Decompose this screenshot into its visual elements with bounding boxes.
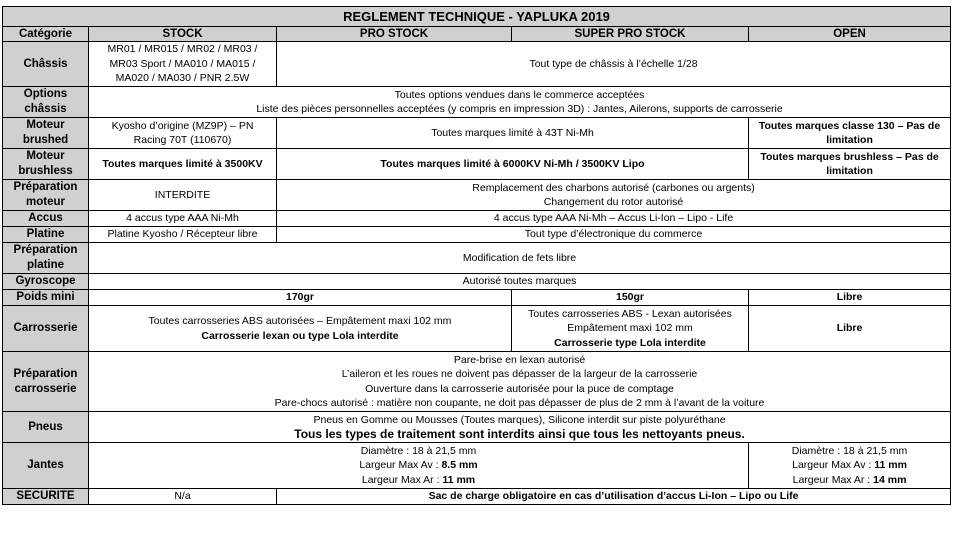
- table-row: [3, 42, 951, 87]
- row-label-moteur-brushless: Moteur brushless: [3, 149, 89, 180]
- row-label-preparation-platine: Préparation platine: [3, 243, 89, 274]
- regulation-sheet: [2, 6, 950, 505]
- preparation-carrosserie-cell: Pare-brise en lexan autorisé L’aileron et les roues ne doivent pas dépasser de la largeur de la carrosserie Ouverture dans la carrosserie autorisée pour la puce de comptage Pare-chocs autorisé : matière non coupante, ne doit pas dépasser de plus de 2 mm à l’avant de la voiture: [89, 352, 951, 412]
- platine-stock-cell: Platine Kyosho / Récepteur libre: [89, 227, 277, 243]
- table-row: [3, 243, 951, 274]
- regulation-table: [2, 6, 951, 505]
- carrosserie-stock-pro-cell: Toutes carrosseries ABS autorisées – Empâtement maxi 102 mm Carrosserie lexan ou type Lola interdite: [89, 306, 512, 352]
- preparation-platine-cell: Modification de fets libre: [89, 243, 951, 274]
- table-row: [3, 211, 951, 227]
- moteur-brushed-pro-super-cell: Toutes marques limité à 43T Ni-Mh: [277, 118, 749, 149]
- chassis-stock-line: MA020 / MA030 / PNR 2.5W: [115, 72, 250, 85]
- row-label-preparation-carrosserie: Préparation carrosserie: [3, 352, 89, 412]
- table-row: [3, 290, 951, 306]
- carrosserie-open-cell: Libre: [749, 306, 951, 352]
- platine-other-cell: Tout type d’électronique du commerce: [277, 227, 951, 243]
- table-row: [3, 118, 951, 149]
- moteur-brushless-stock-cell: Toutes marques limité à 3500KV: [89, 149, 277, 180]
- poids-open-cell: Libre: [749, 290, 951, 306]
- table-row: [3, 180, 951, 211]
- chassis-other-cell: Tout type de châssis à l’échelle 1/28: [277, 42, 951, 87]
- header-stock: STOCK: [89, 27, 277, 42]
- preparation-moteur-stock-cell: INTERDITE: [89, 180, 277, 211]
- table-row: [3, 489, 951, 505]
- table-row: [3, 443, 951, 489]
- pneus-cell: Pneus en Gomme ou Mousses (Toutes marques), Silicone interdit sur piste polyuréthane Tous les types de traitement sont interdits ainsi que tous les nettoyants pneus.: [89, 412, 951, 443]
- table-row: [3, 412, 951, 443]
- table-row: [3, 274, 951, 290]
- table-title: REGLEMENT TECHNIQUE - YAPLUKA 2019: [3, 7, 951, 27]
- table-row: [3, 149, 951, 180]
- row-label-options-chassis: Options châssis: [3, 87, 89, 118]
- poids-super-cell: 150gr: [512, 290, 749, 306]
- header-category: Catégorie: [3, 27, 89, 42]
- chassis-stock-cell: [89, 42, 277, 87]
- row-label-moteur-brushed: Moteur brushed: [3, 118, 89, 149]
- jantes-stock-super-cell: Diamètre : 18 à 21,5 mm Largeur Max Av : 8.5 mm Largeur Max Ar : 11 mm: [89, 443, 749, 489]
- row-label-pneus: Pneus: [3, 412, 89, 443]
- poids-stock-pro-cell: 170gr: [89, 290, 512, 306]
- header-open: OPEN: [749, 27, 951, 42]
- table-row: [3, 227, 951, 243]
- securite-stock-cell: N/a: [89, 489, 277, 505]
- moteur-brushed-open-cell: Toutes marques classe 130 – Pas de limitation: [749, 118, 951, 149]
- row-label-chassis: Châssis: [3, 42, 89, 87]
- table-row: [3, 87, 951, 118]
- securite-other-cell: Sac de charge obligatoire en cas d’utilisation d’accus Li-Ion – Lipo ou Life: [277, 489, 951, 505]
- chassis-stock-line: MR01 / MR015 / MR02 / MR03 /: [107, 43, 258, 56]
- row-label-carrosserie: Carrosserie: [3, 306, 89, 352]
- accus-other-cell: 4 accus type AAA Ni-Mh – Accus Li-Ion – Lipo - Life: [277, 211, 951, 227]
- row-label-accus: Accus: [3, 211, 89, 227]
- row-label-gyroscope: Gyroscope: [3, 274, 89, 290]
- table-row: [3, 306, 951, 352]
- header-super-pro-stock: SUPER PRO STOCK: [512, 27, 749, 42]
- row-label-jantes: Jantes: [3, 443, 89, 489]
- header-pro-stock: PRO STOCK: [277, 27, 512, 42]
- row-label-preparation-moteur: Préparation moteur: [3, 180, 89, 211]
- table-row: [3, 352, 951, 412]
- row-label-platine: Platine: [3, 227, 89, 243]
- moteur-brushless-pro-super-cell: Toutes marques limité à 6000KV Ni-Mh / 3500KV Lipo: [277, 149, 749, 180]
- jantes-open-cell: Diamètre : 18 à 21,5 mm Largeur Max Av : 11 mm Largeur Max Ar : 14 mm: [749, 443, 951, 489]
- carrosserie-super-cell: Toutes carrosseries ABS - Lexan autorisées Empâtement maxi 102 mm Carrosserie type Lola interdite: [512, 306, 749, 352]
- chassis-stock-line: MR03 Sport / MA010 / MA015 /: [109, 57, 256, 70]
- row-label-poids-mini: Poids mini: [3, 290, 89, 306]
- moteur-brushed-stock-cell: Kyosho d’origine (MZ9P) – PN Racing 70T (110670): [89, 118, 277, 149]
- row-label-securite: SECURITE: [3, 489, 89, 505]
- preparation-moteur-other-cell: Remplacement des charbons autorisé (carbones ou argents) Changement du rotor autorisé: [277, 180, 951, 211]
- gyroscope-cell: Autorisé toutes marques: [89, 274, 951, 290]
- moteur-brushless-open-cell: Toutes marques brushless – Pas de limitation: [749, 149, 951, 180]
- options-chassis-cell: Toutes options vendues dans le commerce acceptées Liste des pièces personnelles acceptées (y compris en impression 3D) : Jantes, Ailerons, supports de carrosserie: [89, 87, 951, 118]
- accus-stock-cell: 4 accus type AAA Ni-Mh: [89, 211, 277, 227]
